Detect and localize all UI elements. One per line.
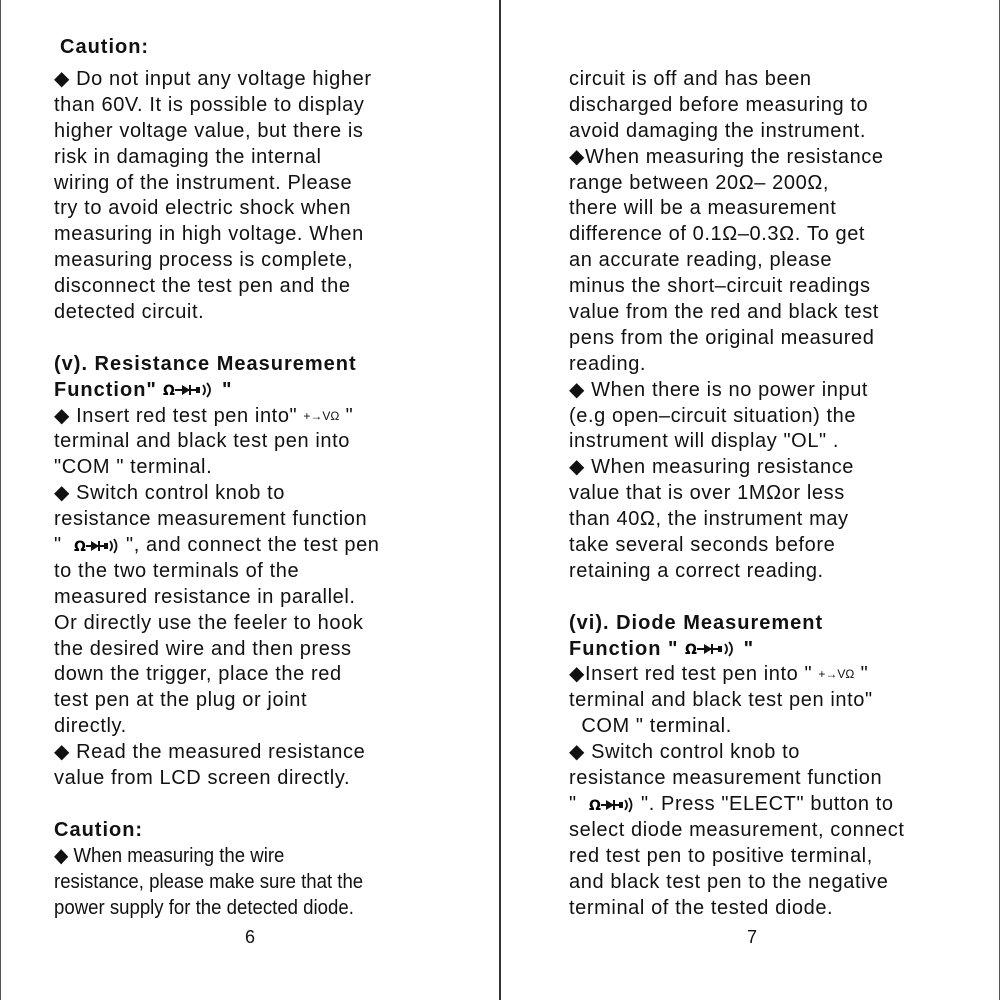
function-line: " Ω ", and connect the test pen	[54, 534, 380, 557]
text-line: value from the red and black test	[569, 301, 879, 324]
text-line: measured resistance in parallel.	[54, 585, 356, 608]
text-line: circuit is off and has been	[569, 68, 812, 90]
text-line: pens from the original measured	[569, 326, 875, 349]
text-line: wiring of the instrument. Please	[54, 171, 353, 194]
terminal-symbol: +→VΩ	[818, 667, 855, 682]
terminal-symbol: +→VΩ	[303, 408, 340, 423]
text-line: avoid damaging the instrument.	[569, 119, 867, 142]
left-column-text	[54, 67, 386, 921]
text-line: directly.	[54, 715, 127, 738]
text-line: ◆When measuring the resistance	[569, 145, 884, 168]
text-line: try to avoid electric shock when	[54, 197, 352, 220]
text-line: resistance measurement function	[54, 508, 368, 531]
right-column-text	[569, 67, 905, 921]
caution-heading: Caution:	[60, 36, 150, 58]
text-line: red test pen to positive terminal,	[569, 844, 873, 867]
text-line: than 40Ω, the instrument may	[569, 508, 849, 531]
text-line: disconnect the test pen and the	[54, 275, 351, 298]
text-line: take several seconds before	[569, 534, 836, 557]
text-line: (e.g open–circuit situation) the	[569, 404, 857, 427]
text-line: measuring in high voltage. When	[54, 223, 364, 246]
text-line: power supply for the detected diode.	[54, 896, 354, 919]
section-vi-heading-function: Function " Ω "	[569, 637, 755, 660]
text-line: difference of 0.1Ω–0.3Ω. To get	[569, 223, 866, 246]
page-6	[0, 0, 499, 1000]
text-line: select diode measurement, connect	[569, 818, 905, 841]
ohm-diode-buzzer-icon	[583, 797, 635, 813]
text-line: detected circuit.	[54, 301, 205, 324]
section-vi-heading: (vi). Diode Measurement	[569, 611, 824, 634]
text-line: ◆ Do not input any voltage higher	[54, 68, 372, 90]
text-line: terminal and black test pen into	[54, 430, 351, 453]
text-line: ◆ When measuring resistance	[569, 456, 855, 479]
text-line: discharged before measuring to	[569, 93, 869, 116]
svg-text:Ω: Ω	[588, 797, 602, 813]
caution-heading: Caution:	[54, 818, 144, 841]
text-line: ◆ Switch control knob to	[569, 741, 800, 764]
text-line: there will be a measurement	[569, 197, 837, 220]
text-line: range between 20Ω– 200Ω,	[569, 171, 830, 194]
page-7	[501, 0, 1000, 1000]
text-line: than 60V. It is possible to display	[54, 93, 365, 116]
insert-pen-line: ◆ Insert red test pen into" +→VΩ "	[54, 404, 354, 427]
ohm-diode-buzzer-icon	[163, 382, 215, 398]
function-line: " Ω ". Press "ELECT" button to	[569, 792, 894, 815]
text-line: ◆ When there is no power input	[569, 378, 869, 401]
text-line: an accurate reading, please	[569, 249, 833, 272]
text-line: ◆ Read the measured resistance	[54, 741, 366, 764]
text-line: terminal and black test pen into"	[569, 689, 873, 712]
text-line: instrument will display "OL" .	[569, 430, 840, 453]
ohm-diode-buzzer-icon	[68, 538, 120, 554]
text-line: terminal of the tested diode.	[569, 896, 834, 919]
text-line: risk in damaging the internal	[54, 145, 322, 168]
insert-pen-line: ◆Insert red test pen into " +→VΩ "	[569, 663, 869, 686]
text-line: measuring process is complete,	[54, 249, 354, 272]
text-line: and black test pen to the negative	[569, 870, 889, 893]
svg-text:Ω: Ω	[163, 383, 177, 399]
text-line: down the trigger, place the red	[54, 663, 342, 686]
text-line: ◆ Switch control knob to	[54, 482, 285, 505]
text-line: minus the short–circuit readings	[569, 275, 871, 298]
svg-text:Ω: Ω	[685, 642, 698, 658]
section-v-heading-function: Function" Ω "	[54, 378, 233, 401]
text-line: "COM " terminal.	[54, 456, 213, 479]
text-line: the desired wire and then press	[54, 637, 352, 660]
text-line: higher voltage value, but there is	[54, 119, 364, 142]
text-line: value that is over 1MΩor less	[569, 482, 845, 505]
section-v-heading: (v). Resistance Measurement	[54, 352, 357, 375]
text-line: ◆ When measuring the wire	[54, 844, 285, 867]
text-line: Or directly use the feeler to hook	[54, 611, 364, 634]
text-line: value from LCD screen directly.	[54, 767, 351, 790]
text-line: resistance measurement function	[569, 767, 883, 790]
text-line: to the two terminals of the	[54, 559, 300, 582]
text-line: resistance, please make sure that the	[54, 870, 364, 893]
page-number: 6	[245, 927, 256, 947]
text-line: COM " terminal.	[569, 715, 732, 738]
text-line: reading.	[569, 352, 647, 375]
page-number: 7	[747, 927, 758, 947]
ohm-diode-buzzer-icon	[685, 641, 737, 657]
text-line: test pen at the plug or joint	[54, 689, 308, 712]
text-line: retaining a correct reading.	[569, 559, 824, 582]
svg-text:Ω: Ω	[73, 538, 87, 554]
